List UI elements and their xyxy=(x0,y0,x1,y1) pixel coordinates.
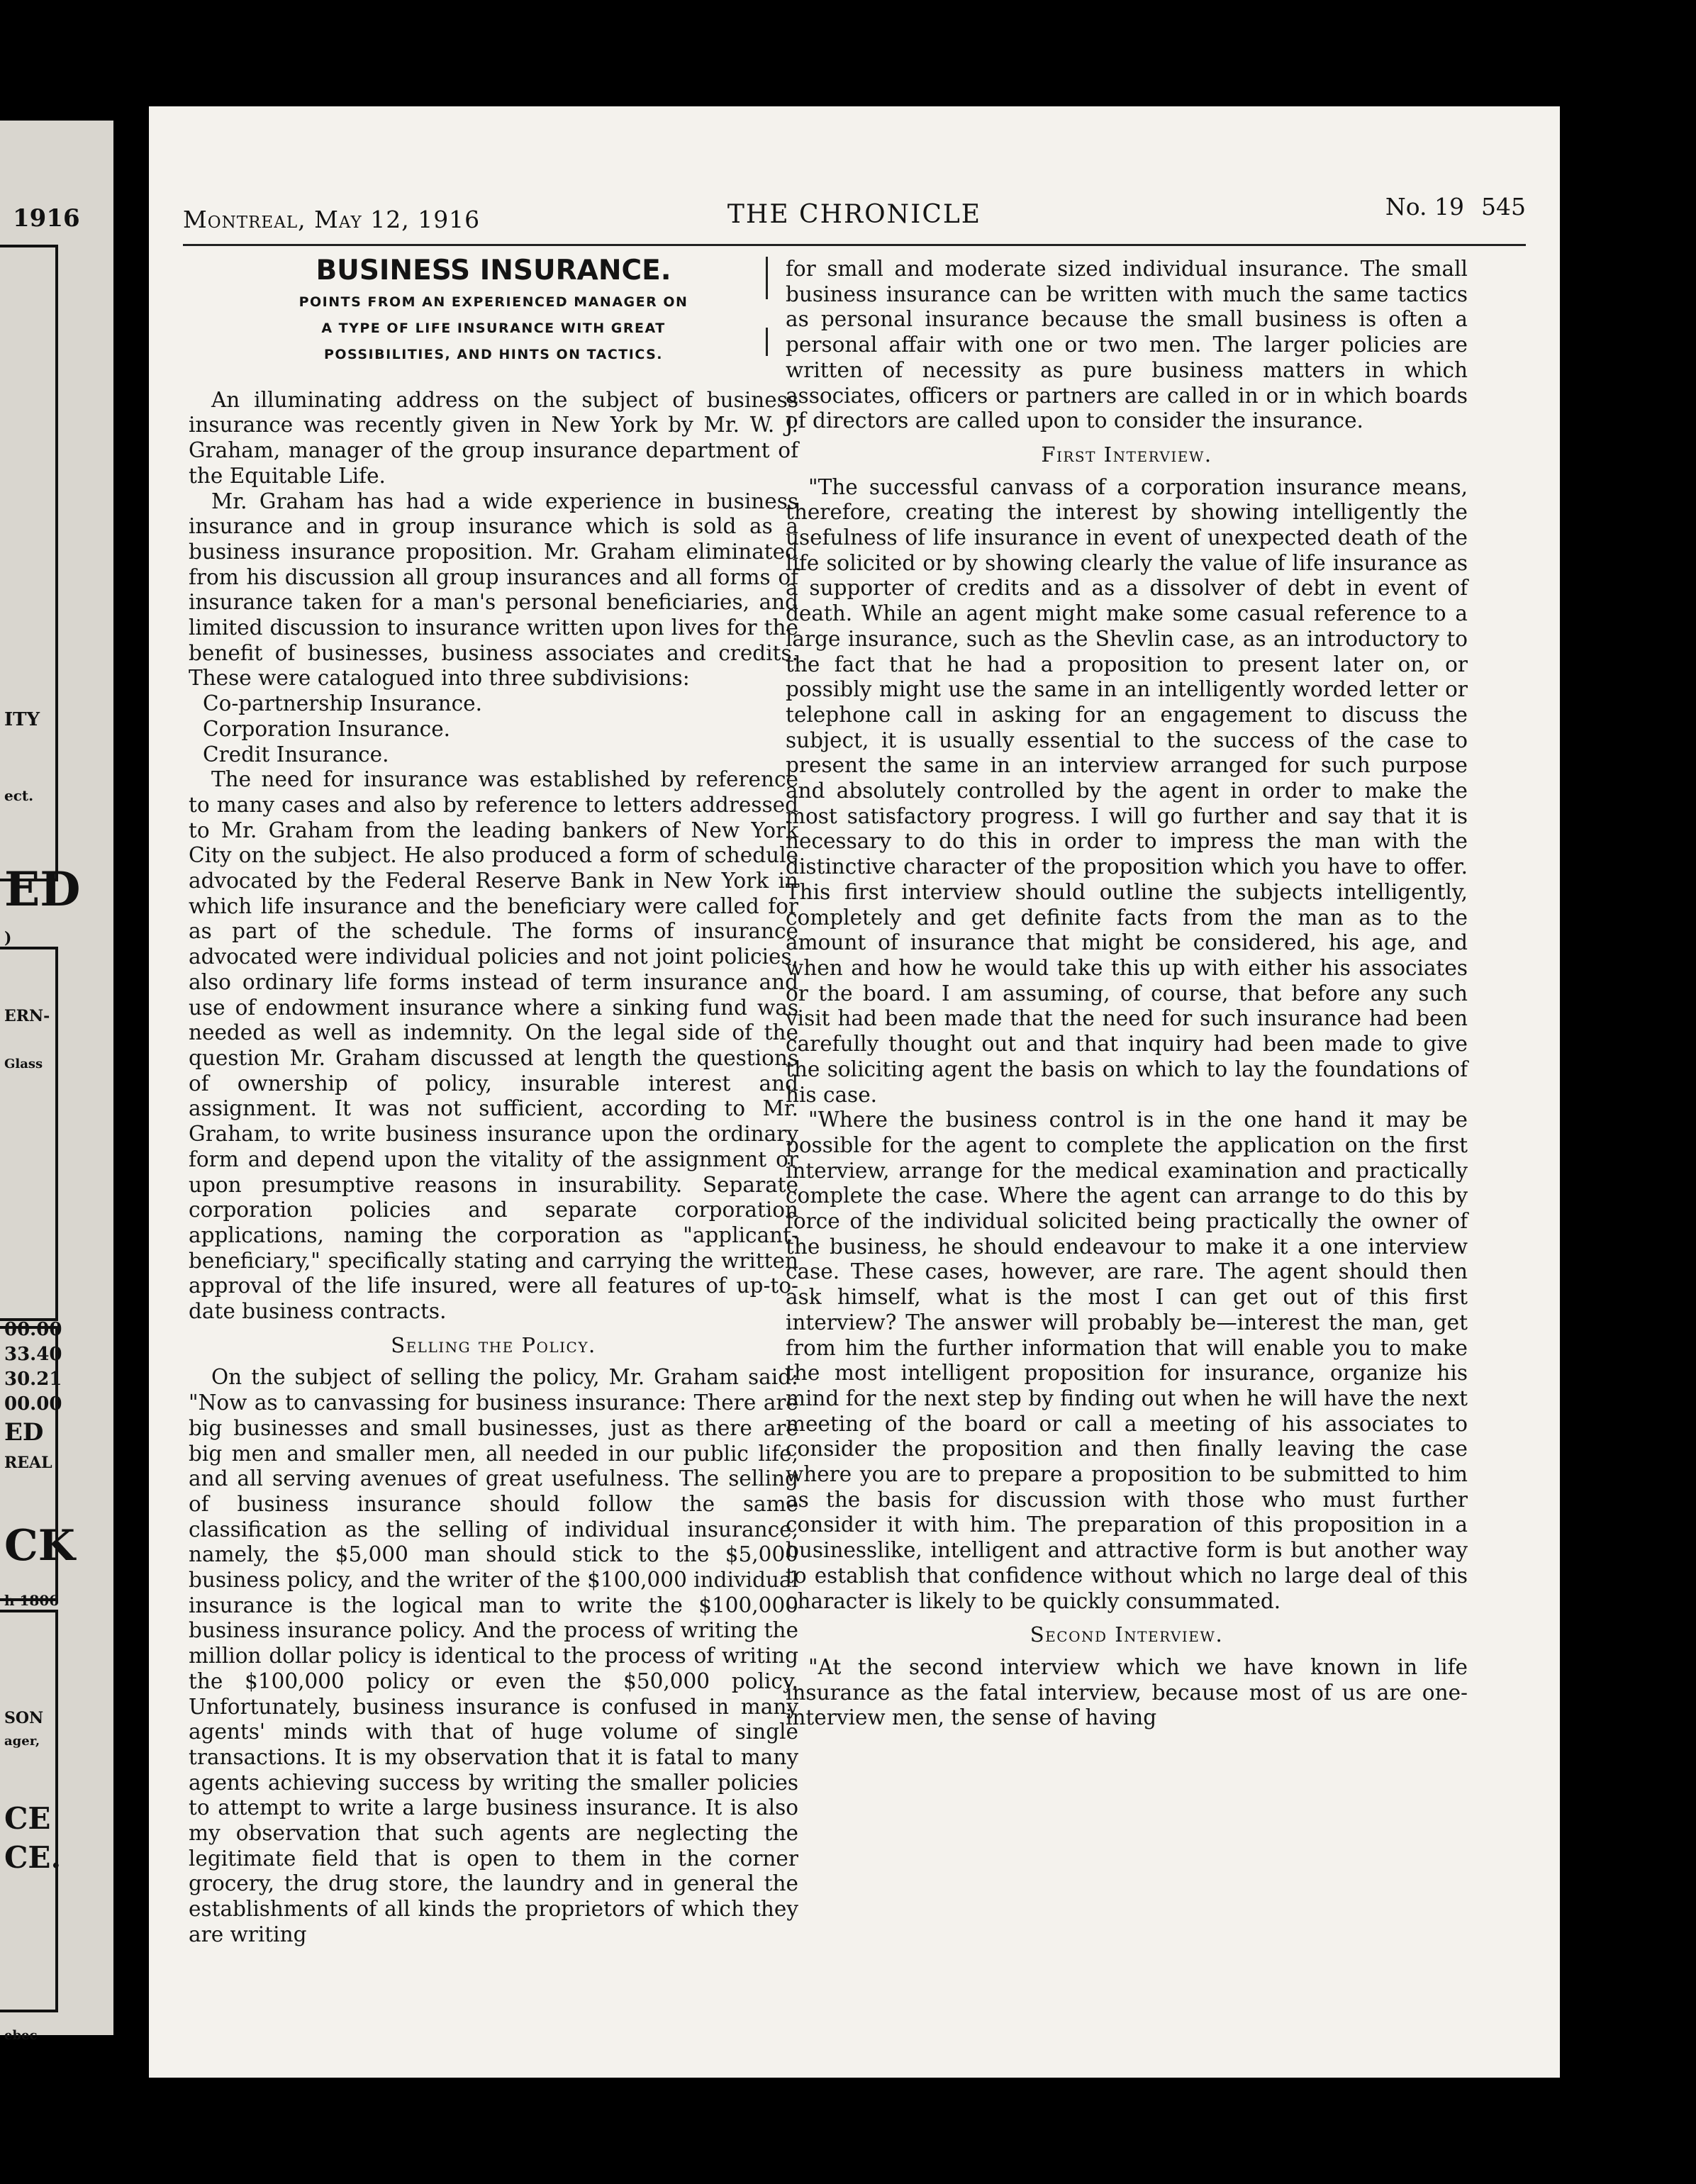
paragraph: An illuminating address on the subject of business insurance was recently given in New York by Mr. W. J. Graham, manager of the group insurance department of the Equitable Life. xyxy=(189,387,798,488)
deck-line: A TYPE OF LIFE INSURANCE WITH GREAT xyxy=(321,320,666,336)
ad-text: Glass xyxy=(4,1057,43,1071)
section-heading: First Interview. xyxy=(1041,442,1212,467)
ad-text: SON xyxy=(4,1709,44,1727)
ad-text: ager, xyxy=(4,1734,40,1749)
ad-box xyxy=(0,245,58,881)
adjacent-page-fragment xyxy=(0,121,113,2043)
masthead: THE CHRONICLE xyxy=(727,200,982,229)
paragraph: On the subject of selling the policy, Mr. Graham said: "Now as to canvassing for business insurance: There are big businesses and small businesses, just as there are big men and smaller men, all needed in our public life, and all serving avenues of great usefulness. The selling of business insurance should follow the same classification as the selling of individual insurance, namely, the $5,000 man should stick to the $5,000 business policy, and the writer of the $100,000 individual insurance is the logical man to write the $100,000 business insurance policy. And the process of writing the million dollar policy is identical to the process of writing the $100,000 policy or even the $50,000 policy. Unfortunately, business insurance is confused in many agents' minds with that of huge volume of single transactions. It is my observation that it is fatal to many agents achieving success by writing the smaller policies to attempt to write a large business insurance. It is also my observation that such agents are neglecting the legitimate field that is open to them in the corner grocery, the drug store, the laundry and in general the establishments of all kinds the proprietors of which they are writing xyxy=(189,1365,798,1946)
deck-line: POSSIBILITIES, AND HINTS ON TACTICS. xyxy=(323,346,664,362)
ad-text: CE. xyxy=(4,1840,62,1875)
ad-box xyxy=(0,947,58,1321)
list-item: Credit Insurance. xyxy=(203,742,389,767)
page-number: 545 xyxy=(1481,193,1526,221)
paragraph: "At the second interview which we have known in life insurance as the fatal interview, because most of us are one-interview men, the sense of having xyxy=(786,1654,1468,1730)
ad-text: CK xyxy=(4,1521,75,1571)
ad-text: h 1806 xyxy=(4,1592,60,1609)
issue-number: No. 19 xyxy=(1385,193,1464,221)
ad-text: ) xyxy=(4,929,12,947)
ad-text: ebec xyxy=(4,2028,38,2043)
paragraph: Mr. Graham has had a wide experience in business insurance and in group insurance which is sold as a business insurance proposition. Mr. Graham eliminated from his discussion all group insurances and all forms of insurance taken for a man's personal beneficiaries, and limited discussion to insurance written upon lives for the benefit of businesses, business associates and credits. These were catalogued into three subdivisions: xyxy=(189,489,798,691)
ad-text: ED xyxy=(4,862,81,917)
dateline: Montreal, May 12, 1916 xyxy=(183,206,481,233)
deck-line: POINTS FROM AN EXPERIENCED MANAGER ON xyxy=(299,294,688,310)
ad-text: 30.21 xyxy=(4,1369,62,1390)
ad-text: 00.00 xyxy=(4,1319,62,1340)
article-title: BUSINESS INSURANCE. xyxy=(316,255,671,286)
list-item: Co-partnership Insurance. xyxy=(203,691,482,716)
section-heading: Selling the Policy. xyxy=(391,1332,596,1357)
list-item: Corporation Insurance. xyxy=(203,716,451,741)
paragraph: "The successful canvass of a corporation insurance means, therefore, creating the interest by showing intelligently the usefulness of life insurance in event of unexpected death of the life solicited or by showing clearly the value of life insurance as a supporter of credits and as a dissolver of debt in event of death. While an agent might make some casual reference to a large insurance, such as the Shevlin case, as an introductory to the fact that he had a proposition to present later on, or possibly might use the same in an intelligently worded letter or telephone call in asking for an engagement to discuss the subject, it is usually essential to the success of the case to present the same in an interview arranged for such purpose and absolutely controlled by the agent in order to make the most satisfactory progress. I will go further and say that it is necessary to do this in order to impress the man with the distinctive character of the proposition which you have to offer. This first interview should outline the subjects intelligently, completely and get definite facts from the man as to the amount of insurance that might be considered, his age, and when and how he would take this up with either his associates or the board. I am assuming, of course, that before any such visit had been made that the need for such insurance had been carefully thought out and that inquiry had been made to give the soliciting agent the basis on which to lay the foundations of his case. xyxy=(786,474,1468,1107)
ad-text: ITY xyxy=(4,709,40,730)
ad-text: 33.40 xyxy=(4,1344,62,1365)
ad-text: ect. xyxy=(4,787,34,804)
paragraph: for small and moderate sized individual insurance. The small business insurance can be written with much the same tactics as personal insurance because the small business is often a personal affair with one or two men. The larger policies are written of necessity as pure business matters in which associates, officers or partners are called in or in which boards of directors are called upon to consider the insurance. xyxy=(786,257,1468,433)
ad-text: ED xyxy=(4,1418,44,1447)
right-column xyxy=(786,257,1468,1731)
paragraph: The need for insurance was established by reference to many cases and also by reference to letters addressed to Mr. Graham from the leading bankers of New York City on the subject. He also produced a form of schedule advocated by the Federal Reserve Bank in New York in which life insurance and the beneficiary were called for as part of the schedule. The forms of insurance advocated were individual policies and not joint policies, also ordinary life forms instead of term insurance and use of endowment insurance where a sinking fund was needed as well as indemnity. On the legal side of the question Mr. Graham discussed at length the questions of ownership of policy, insurable interest and assignment. It was not sufficient, according to Mr. Graham, to write business insurance upon the ordinary form and depend upon the vitality of the assignment or upon presumptive reasons in insurability. Separate corporation policies and separate corporation applications, naming the corporation as "applicant-beneficiary," specifically stating and carrying the written approval of the life insured, were all features of up-to-date business contracts. xyxy=(189,767,798,1324)
section-heading: Second Interview. xyxy=(1030,1622,1224,1647)
running-header xyxy=(183,190,1526,233)
ad-text: ERN- xyxy=(4,1007,50,1025)
header-rule xyxy=(183,244,1526,246)
ad-text: REAL xyxy=(4,1454,52,1472)
issue-and-page xyxy=(1385,193,1526,221)
magazine-page xyxy=(149,106,1560,2078)
ad-text: CE xyxy=(4,1801,51,1836)
left-page-number: 1916 xyxy=(13,204,80,233)
article-deck xyxy=(189,289,798,368)
left-column xyxy=(189,257,798,1948)
ad-text: 00.00 xyxy=(4,1393,62,1415)
paragraph: "Where the business control is in the one hand it may be possible for the agent to complete the application on the first interview, arrange for the medical examination and practically complete the case. Where the agent can arrange to do this by force of the individual solicited being practically the owner of the business, he should endeavour to make it a one interview case. These cases, however, are rare. The agent should then ask himself, what is the most I can get out of this first interview? The answer will probably be—interest the man, get from him the further information that will enable you to make the most intelligent proposition for insurance, organize his mind for the next step by finding out when he will have the next meeting of the board or call a meeting of his associates to consider the proposition and then finally leaving the case where you are to prepare a proposition to be submitted to him as the basis for discussion with those who must further consider it with him. The preparation of this proposition in a businesslike, intelligent and attractive form is but another way to establish that confidence without which no large deal of this character is likely to be quickly consummated. xyxy=(786,1108,1468,1613)
